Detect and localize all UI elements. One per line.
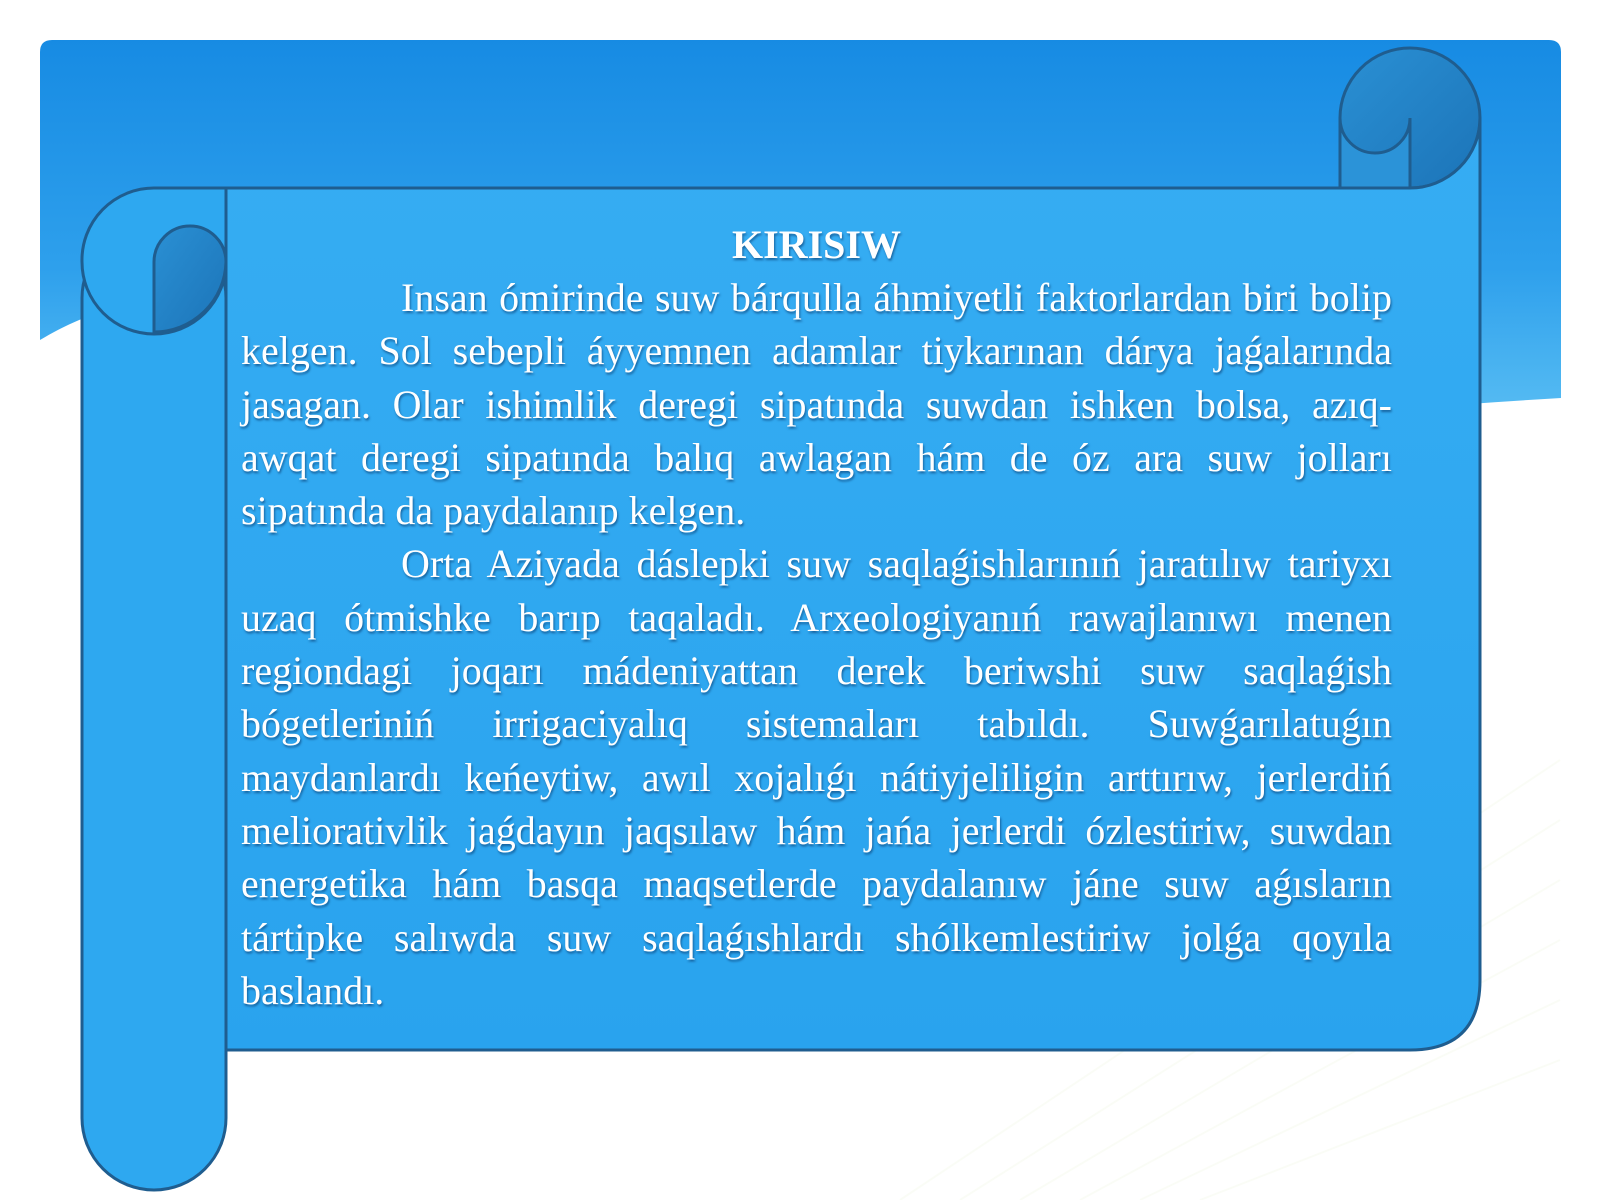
paragraph-2: Orta Aziyada dáslepki suw saqlaǵishlarınıń jaratılıw tariyxı uzaq ótmishke barıp taqaladı. Arxeologiyanıń rawajlanıwı menen regiondagi joqarı mádeniyattan derek beriwshi suw saqlaǵish bógetleriniń irrigaciyalıq sistemaları tabıldı. Suwǵarılatuǵın maydanlardı keńeytiw, awıl xojalıǵı nátiyjeliligin arttırıw, jerlerdiń meliorativlik jaǵdayın jaqsılaw hám jańa jerlerdi ózlestiriw, suwdan energetika hám basqa maqsetlerde paydalanıw jáne suw aǵısların tártipke salıwda suw saqlaǵıshlardı shólkemlestiriw jolǵa qoyıla baslandı. [241, 541, 1392, 1013]
scroll-top-left-curl [82, 188, 226, 334]
slide-content [241, 218, 1392, 1017]
slide-title: KIRISIW [732, 222, 901, 267]
paragraph-1: Insan ómirinde suw bárqulla áhmiyetli faktorlardan biri bolip kelgen. Sol sebepli áyyemnen adamlar tiykarınan dárya jaǵalarında jasagan. Olar ishimlik deregi sipatında suwdan ishken bolsa, azıq-awqat deregi sipatında balıq awlagan hám de óz ara suw jolları sipatında da paydalanıp kelgen. [241, 275, 1392, 534]
scroll-left-roll [82, 226, 226, 1190]
